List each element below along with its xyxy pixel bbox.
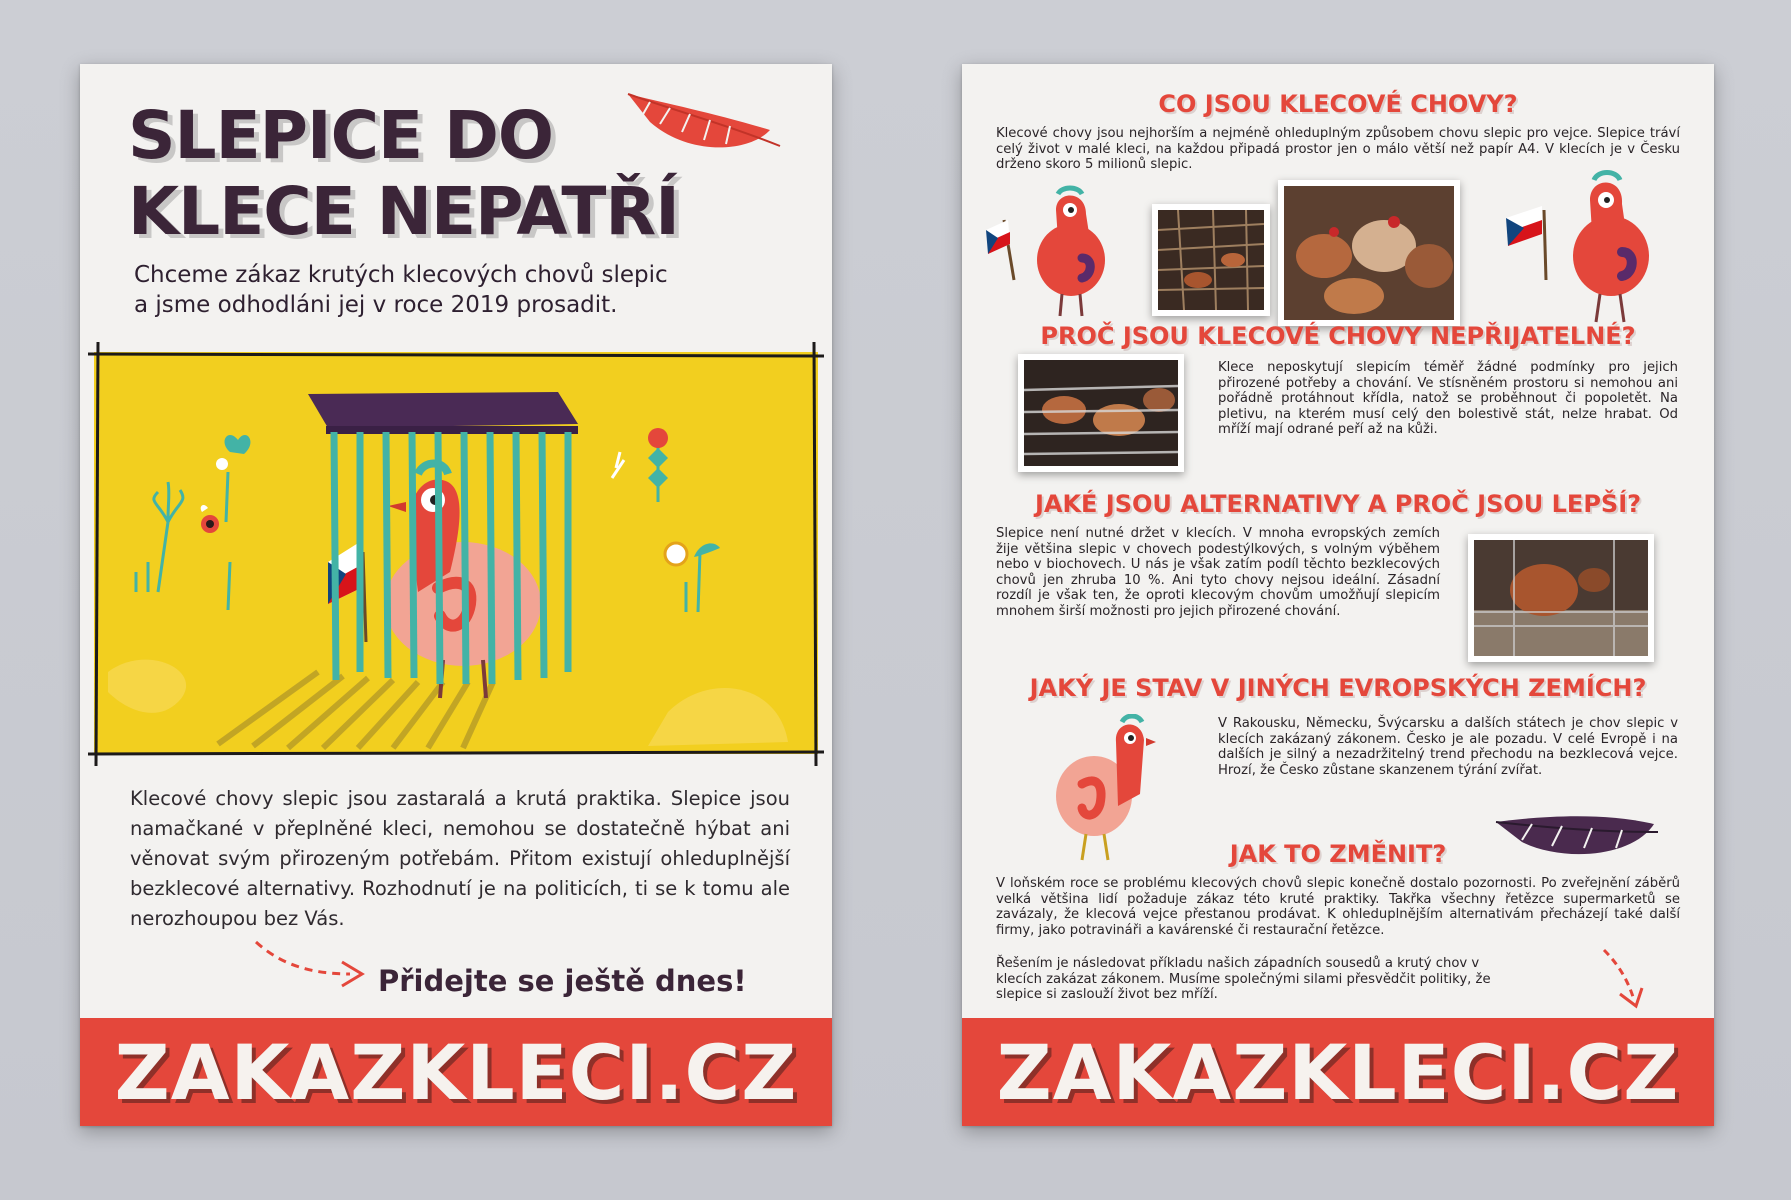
section-title-alternatives: JAKÉ JSOU ALTERNATIVY A PROČ JSOU LEPŠÍ? — [1034, 490, 1642, 518]
cage-photo-2 — [1278, 180, 1460, 326]
cage-photo-1 — [1152, 204, 1270, 316]
hen-with-flag-illustration — [986, 180, 1126, 320]
front-body-text: Klecové chovy slepic jsou zastaralá a krutá praktika. Slepice jsou namačkané v přeplněné kleci, nemohou se dostatečně hýbat ani věnovat svým přirozeným potřebám. Přitom existují ohleduplnější bezklecové alternativy. Rozhodnutí je na politicích, ti se k tomu ale nerozhoupou bez Vás. — [130, 787, 790, 930]
caged-hen-illustration — [88, 342, 824, 766]
section-title-why: PROČ JSOU KLECOVÉ CHOVY NEPŘIJATELNÉ? — [1040, 322, 1636, 350]
section-text-how-2: Řešením je následovat příkladu našich západních sousedů a krutý chov v klecích zakázat zákonem. Musíme společnými silami přesvědčit politiky, že slepice si zaslouží život bez mříží. — [996, 956, 1491, 1003]
cta-text: Přidejte se ještě dnes! — [378, 964, 747, 998]
flyer-front-page — [80, 64, 832, 1126]
website-url[interactable]: ZAKAZKLECI.CZ — [996, 1027, 1680, 1117]
section-text-how-1: V loňském roce se problému klecových chovů slepic konečně dostalo pozornosti. Po zveřejnění záběrů velká většina lidí požaduje zákaz této kruté praktiky. Takřka všechny řetězce supermarketů se zavázaly, že klecová vejce přestanou prodávat. K ohleduplnějším alternativám přecházejí také další firmy, jako potravináři a kavárenské či restaurační řetězce. — [996, 876, 1680, 938]
hen-with-flag-right-illustration — [1486, 160, 1666, 326]
section-title-europe: JAKÝ JE STAV V JINÝCH EVROPSKÝCH ZEMÍCH? — [1029, 674, 1647, 702]
section-text-why: Klece neposkytují slepicím téměř žádné podmínky pro jejich přirozené potřeby a chování. Ve stísněném prostoru si nemohou ani pořádně protáhnout křídla, natož se proběhnout či popoletět. Na pletivu, na kterém musí celý den bolestivě stát, nelze hrabat. Od mříží mají odrané peří až na kůži. — [1218, 360, 1678, 438]
section-text-europe: V Rakousku, Německu, Švýcarsku a dalších státech je chov slepic v klecích zakázaný zákonem. Česko je ale pozadu. V celé Evropě i na dalších je silný a nezadržitelný trend přechodu na bezklecová vejce. Hrozí, že Česko zůstane skanzenem týrání zvířat. — [1218, 716, 1678, 778]
section-title-how: JAK TO ZMĚNIT? — [1229, 840, 1447, 868]
website-url[interactable]: ZAKAZKLECI.CZ — [114, 1027, 798, 1117]
arrow-down-icon — [1598, 944, 1658, 1014]
back-footer-bar — [962, 1018, 1714, 1126]
arrow-right-icon — [250, 934, 380, 994]
front-footer-bar — [80, 1018, 832, 1126]
cage-photo-4 — [1468, 534, 1654, 662]
section-text-alternatives: Slepice není nutné držet v klecích. V mnoha evropských zemích žije většina slepic v chovech podestýlkových, s volným výběhem nebo v biochovech. U nás je však zatím podíl těchto bezklecových chovů jen zhruba 10 %. Ani tyto chovy nejsou ideální. Zásadní rozdíl je však ten, že oproti klecovým chovům umožňují slepicím mnohem širší možnosti pro jejich přirozené chování. — [996, 526, 1440, 619]
cage-photo-3 — [1018, 354, 1184, 472]
front-subtitle: Chceme zákaz krutých klecových chovů slepic a jsme odhodláni jej v roce 2019 prosadit. — [134, 262, 668, 318]
section-title-what: CO JSOU KLECOVÉ CHOVY? — [1158, 90, 1518, 118]
section-text-what: Klecové chovy jsou nejhorším a nejméně ohleduplným způsobem chovu slepic pro vejce. Slepice tráví celý život v malé kleci, na každou připadá prostor jen o málo větší než papír A4. V klecích je v Česku drženo skoro 5 milionů slepic. — [996, 126, 1680, 173]
flyer-back-page — [962, 64, 1714, 1126]
front-title: SLEPICE DO KLECE NEPATŘÍ — [128, 97, 679, 250]
